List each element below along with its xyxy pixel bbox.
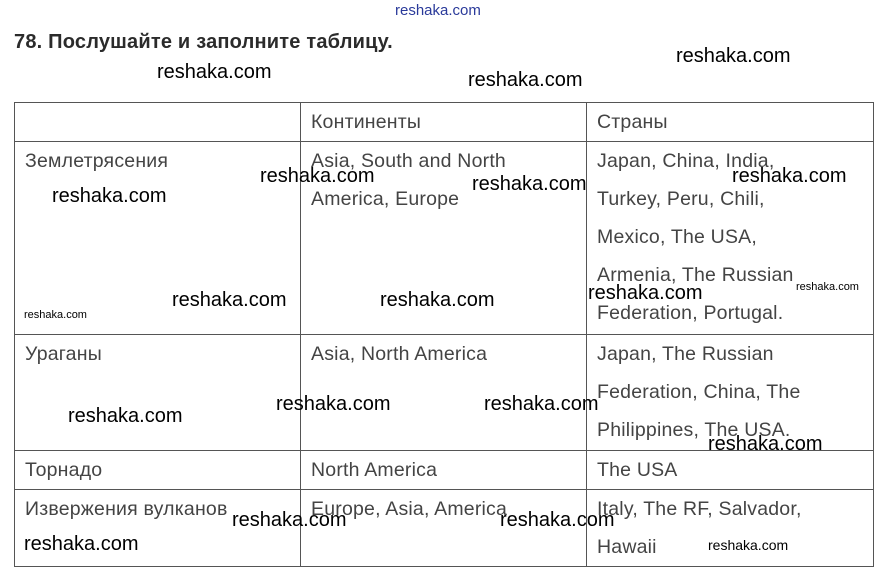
- watermark: reshaka.com: [732, 165, 847, 187]
- row-label: Ураганы: [15, 335, 301, 451]
- watermark: reshaka.com: [172, 289, 287, 311]
- watermark: reshaka.com: [484, 393, 599, 415]
- watermark: reshaka.com: [676, 45, 791, 67]
- watermark: reshaka.com: [157, 61, 272, 83]
- exercise-title: 78. Послушайте и заполните таблицу.: [14, 31, 393, 53]
- table-header-row: [15, 103, 874, 142]
- continents-cell: Asia, North America: [301, 335, 587, 451]
- watermark: reshaka.com: [232, 509, 347, 531]
- watermark: reshaka.com: [708, 433, 823, 455]
- watermark: reshaka.com: [708, 537, 789, 553]
- watermark: reshaka.com: [24, 309, 87, 321]
- countries-cell: Japan, The Russian Federation, China, The Philippines, The USA.: [587, 335, 874, 451]
- watermark: reshaka.com: [68, 405, 183, 427]
- countries-cell: Japan, China, India, Turkey, Peru, Chili, Mexico, The USA, Armenia, The Russian Federation, Portugal.: [587, 142, 874, 335]
- header-cell-empty: [15, 103, 301, 142]
- watermark: reshaka.com: [472, 173, 587, 195]
- row-label: Извержения вулканов: [15, 490, 301, 567]
- watermark: reshaka.com: [260, 165, 375, 187]
- table-row: [15, 490, 874, 567]
- continents-cell: Asia, South and North America, Europe: [301, 142, 587, 335]
- row-label: Землетрясения: [15, 142, 301, 335]
- countries-cell: Italy, The RF, Salvador, Hawaii: [587, 490, 874, 567]
- watermark: reshaka.com: [796, 281, 859, 293]
- watermark: reshaka.com: [588, 282, 703, 304]
- watermark: reshaka.com: [276, 393, 391, 415]
- header-cell-continents: Континенты: [301, 103, 587, 142]
- watermark: reshaka.com: [500, 509, 615, 531]
- watermark: reshaka.com: [380, 289, 495, 311]
- continents-cell: North America: [301, 451, 587, 490]
- watermark: reshaka.com: [24, 533, 139, 555]
- header-cell-countries: Страны: [587, 103, 874, 142]
- continents-cell: Europe, Asia, America: [301, 490, 587, 567]
- row-label: Торнадо: [15, 451, 301, 490]
- countries-cell: The USA: [587, 451, 874, 490]
- watermark: reshaka.com: [52, 185, 167, 207]
- table-row: [15, 451, 874, 490]
- site-header-link[interactable]: reshaka.com: [395, 2, 481, 19]
- watermark: reshaka.com: [468, 69, 583, 91]
